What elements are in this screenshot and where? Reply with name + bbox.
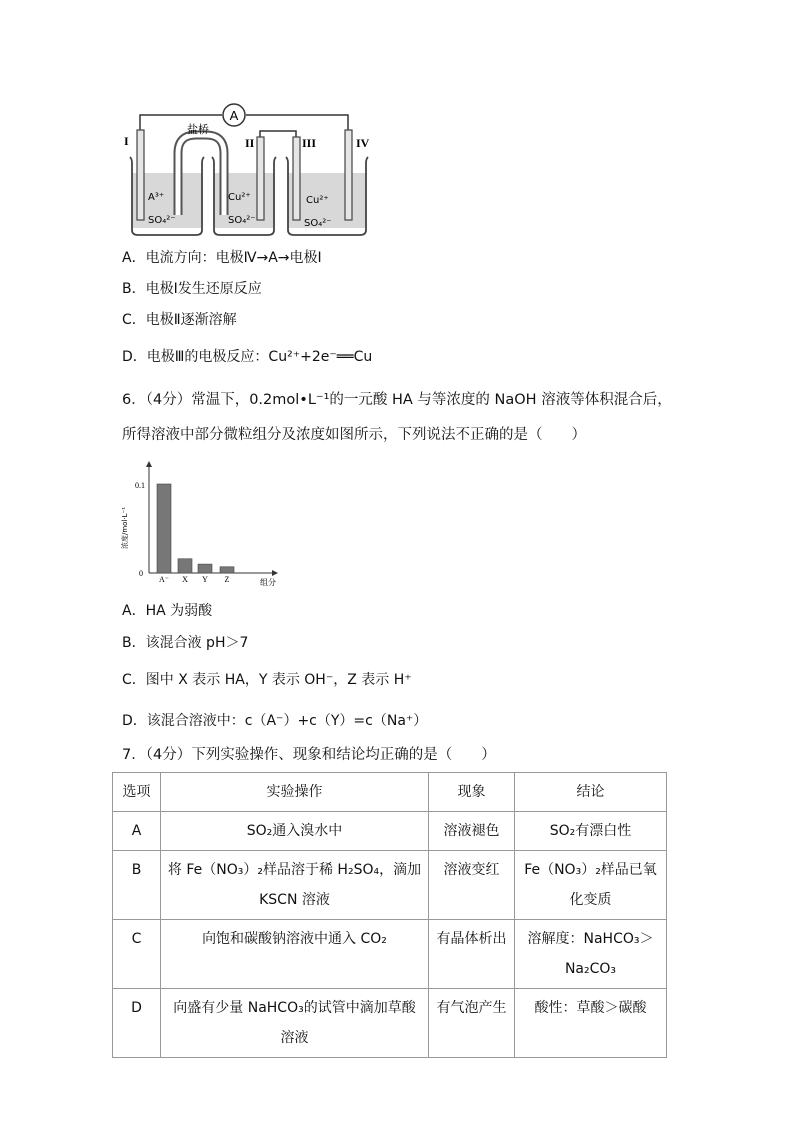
- table-cell-phenomenon: 有气泡产生: [429, 989, 515, 1058]
- table-cell-operation: 将 Fe（NO₃）₂样品溶于稀 H₂SO₄，滴加 KSCN 溶液: [161, 851, 429, 920]
- table-cell-phenomenon: 溶液褪色: [429, 812, 515, 851]
- table-row: [113, 812, 667, 851]
- experiment-table: [112, 772, 667, 1058]
- table-cell-conclusion: 酸性：草酸＞碳酸: [515, 989, 667, 1058]
- table-row: [113, 920, 667, 989]
- electrode-I: [137, 130, 144, 220]
- electrode-II: [257, 137, 264, 220]
- q6-option-d: D．该混合溶液中：c（A⁻）+c（Y）=c（Na⁺）: [122, 713, 428, 729]
- table-cell-phenomenon: 有晶体析出: [429, 920, 515, 989]
- y-tick-label: 0: [139, 569, 143, 578]
- table-row: [113, 989, 667, 1058]
- bar-0: [157, 484, 171, 573]
- bar-3: [220, 567, 234, 573]
- q6-stem-line1: 6．（4分）常温下，0.2mol•L⁻¹的一元酸 HA 与等浓度的 NaOH 溶液等体积混合后，: [122, 392, 672, 408]
- wire: [140, 115, 222, 130]
- table-header-cell: 选项: [113, 773, 161, 812]
- electrode-label: IV: [356, 136, 370, 150]
- ammeter-label: A: [229, 108, 239, 123]
- table-cell-operation: SO₂通入溴水中: [161, 812, 429, 851]
- ion-label: Cu²⁺: [228, 192, 251, 203]
- x-tick-label: A⁻: [159, 575, 169, 584]
- x-tick-label: Z: [224, 575, 230, 584]
- table-cell-operation: 向饱和碳酸钠溶液中通入 CO₂: [161, 920, 429, 989]
- ion-label: SO₄²⁻: [304, 218, 332, 229]
- ion-label: SO₄²⁻: [148, 215, 176, 226]
- table-row: [113, 851, 667, 920]
- concentration-bar-chart: [115, 458, 295, 590]
- table-cell-option: B: [113, 851, 161, 920]
- table-cell-option: C: [113, 920, 161, 989]
- bar-1: [178, 559, 192, 573]
- q5-option-c: C．电极Ⅱ逐渐溶解: [122, 312, 237, 328]
- table-header-cell: 实验操作: [161, 773, 429, 812]
- wire: [246, 115, 348, 130]
- table-cell-conclusion: SO₂有漂白性: [515, 812, 667, 851]
- table-cell-option: D: [113, 989, 161, 1058]
- q6-stem-line2: 所得溶液中部分微粒组分及浓度如图所示，下列说法不正确的是（ ）: [122, 427, 586, 443]
- table-cell-operation: 向盛有少量 NaHCO₃的试管中滴加草酸溶液: [161, 989, 429, 1058]
- q6-option-b: B．该混合液 pH＞7: [122, 635, 249, 651]
- electrode-label: III: [302, 136, 317, 150]
- salt-bridge-label: 盐桥: [187, 123, 209, 136]
- electrode-label: II: [245, 136, 255, 150]
- q5-option-b: B．电极Ⅰ发生还原反应: [122, 281, 262, 297]
- ion-label: SO₄²⁻: [228, 215, 256, 226]
- table-header-row: [113, 773, 667, 812]
- y-tick-label: 0.1: [135, 481, 145, 490]
- x-tick-label: X: [182, 575, 188, 584]
- table-header-cell: 结论: [515, 773, 667, 812]
- electrode-IV: [345, 130, 352, 220]
- q5-option-d: D．电极Ⅲ的电极反应：Cu²⁺+2e⁻══Cu: [122, 349, 373, 365]
- q7-stem: 7．（4分）下列实验操作、现象和结论均正确的是（ ）: [122, 747, 496, 763]
- table-cell-conclusion: Fe（NO₃）₂样品已氧化变质: [515, 851, 667, 920]
- q5-option-a: A．电流方向：电极Ⅳ→A→电极Ⅰ: [122, 250, 322, 266]
- bar-2: [198, 564, 212, 573]
- ion-label: A³⁺: [148, 192, 165, 203]
- electrode-III: [293, 137, 300, 220]
- q6-option-a: A．HA 为弱酸: [122, 603, 213, 619]
- q6-option-c: C．图中 X 表示 HA，Y 表示 OH⁻，Z 表示 H⁺: [122, 672, 412, 688]
- x-axis-label: 组分: [260, 578, 276, 587]
- wire: [260, 131, 296, 137]
- table-header-cell: 现象: [429, 773, 515, 812]
- y-axis-label: 浓度/mol·L⁻¹: [121, 506, 129, 550]
- electrochem-cell-diagram: [110, 95, 380, 245]
- table-cell-conclusion: 溶解度：NaHCO₃＞Na₂CO₃: [515, 920, 667, 989]
- electrode-label: I: [124, 134, 129, 148]
- x-tick-label: Y: [202, 575, 208, 584]
- ion-label: Cu²⁺: [306, 195, 329, 206]
- table-cell-phenomenon: 溶液变红: [429, 851, 515, 920]
- table-cell-option: A: [113, 812, 161, 851]
